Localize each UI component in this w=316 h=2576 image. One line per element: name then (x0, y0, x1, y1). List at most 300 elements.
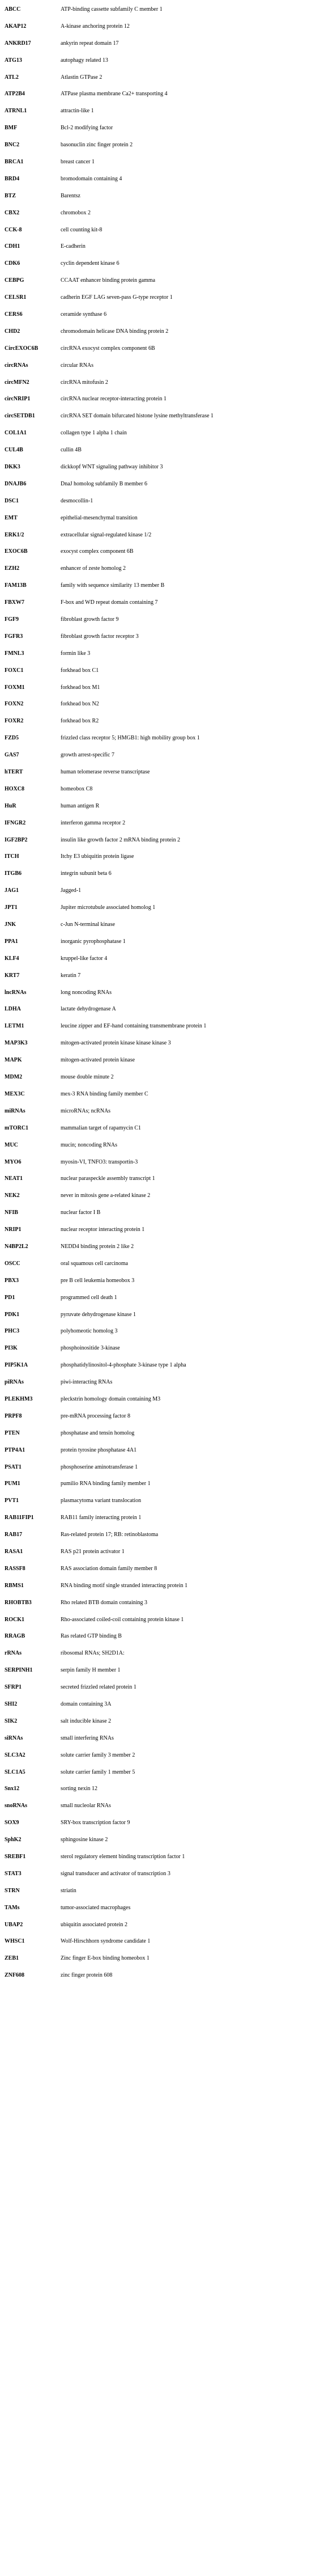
abbreviation-definition: mex-3 RNA binding family member C (61, 1090, 148, 1097)
abbreviation-definition: inorganic pyrophosphatase 1 (61, 938, 126, 945)
abbreviation-term: FGF9 (5, 616, 19, 623)
table-row (0, 628, 316, 645)
abbreviation-term: ERK1/2 (5, 531, 24, 538)
table-row (0, 747, 316, 764)
abbreviation-definition: cullin 4B (61, 447, 82, 454)
abbreviation-term: EXOC6B (5, 548, 28, 555)
abbreviation-definition: secreted frizzled related protein 1 (61, 1684, 136, 1691)
abbreviation-definition: DnaJ homolog subfamily B member 6 (61, 480, 148, 487)
abbreviation-definition: phosphatidylinositol-4-phosphate 3-kinase type 1 alpha (61, 1362, 186, 1369)
table-row (0, 357, 316, 374)
abbreviation-term: IFNGR2 (5, 819, 26, 826)
abbreviation-term: PI3K (5, 1345, 18, 1352)
table-row (0, 1340, 316, 1357)
abbreviation-definition: RAB11 family interacting protein 1 (61, 1515, 142, 1521)
abbreviation-term: ATP2B4 (5, 91, 25, 98)
table-row (0, 1272, 316, 1289)
abbreviation-definition: circRNA SET domain bifurcated histone lysine methyltransferase 1 (61, 413, 214, 420)
table-row (0, 391, 316, 408)
table-row (0, 1442, 316, 1459)
abbreviation-term: PSAT1 (5, 1463, 22, 1470)
abbreviation-term: ANKRD17 (5, 40, 31, 46)
table-row (0, 645, 316, 662)
abbreviation-term: STAT3 (5, 1870, 22, 1877)
abbreviation-definition: Jagged-1 (61, 887, 82, 894)
table-row (0, 1120, 316, 1137)
abbreviation-term: RAB11FIP1 (5, 1515, 34, 1521)
abbreviation-definition: extracellular signal-regulated kinase 1/2 (61, 531, 152, 538)
table-row (0, 52, 316, 69)
table-row (0, 1628, 316, 1646)
abbreviation-term: rRNAs (5, 1650, 22, 1657)
table-row (0, 1679, 316, 1696)
abbreviation-definition: nuclear factor I B (61, 1209, 101, 1216)
abbreviation-definition: zinc finger protein 608 (61, 1972, 113, 1979)
abbreviation-term: SOX9 (5, 1820, 19, 1826)
abbreviation-definition: pleckstrin homology domain containing M3 (61, 1395, 161, 1402)
table-row (0, 696, 316, 713)
abbreviation-definition: Atlastin GTPase 2 (61, 74, 103, 81)
table-row (0, 1594, 316, 1611)
table-row (0, 1, 316, 18)
table-row (0, 916, 316, 933)
table-row (0, 1509, 316, 1526)
table-row (0, 493, 316, 510)
table-row (0, 103, 316, 120)
table-row (0, 408, 316, 425)
abbreviation-term: CBX2 (5, 209, 20, 216)
abbreviation-term: FBXW7 (5, 599, 24, 606)
abbreviation-definition: circRNA exocyst complex component 6B (61, 345, 155, 352)
table-row (0, 679, 316, 696)
abbreviation-definition: small nucleolar RNAs (61, 1803, 111, 1809)
table-row (0, 984, 316, 1001)
abbreviation-term: SLC3A2 (5, 1752, 25, 1758)
abbreviation-term: BTZ (5, 192, 16, 199)
abbreviation-definition: pre-mRNA processing factor 8 (61, 1412, 131, 1419)
abbreviation-definition: F-box and WD repeat domain containing 7 (61, 599, 158, 606)
abbreviation-definition: breast cancer 1 (61, 158, 95, 165)
abbreviation-term: HOXC8 (5, 785, 24, 792)
abbreviation-definition: sphingosine kinase 2 (61, 1837, 108, 1843)
table-row (0, 764, 316, 781)
table-row (0, 1662, 316, 1679)
abbreviation-definition: solute carrier family 1 member 5 (61, 1769, 135, 1775)
table-row (0, 1543, 316, 1560)
abbreviation-term: snoRNAs (5, 1803, 28, 1809)
table-row (0, 1425, 316, 1442)
abbreviation-term: KLF4 (5, 955, 19, 962)
abbreviation-term: EMT (5, 514, 18, 521)
abbreviation-term: CEBPG (5, 277, 24, 284)
table-row (0, 1611, 316, 1628)
abbreviation-term: IGF2BP2 (5, 836, 28, 843)
abbreviation-term: RAB17 (5, 1532, 23, 1538)
abbreviation-term: JAG1 (5, 887, 19, 894)
abbreviation-term: FOXN2 (5, 701, 24, 708)
abbreviation-definition: collagen type 1 alpha 1 chain (61, 430, 127, 437)
abbreviation-definition: attractin-like 1 (61, 108, 94, 115)
table-row (0, 1696, 316, 1713)
abbreviation-definition: pyruvate dehydrogenase kinase 1 (61, 1311, 136, 1318)
abbreviation-definition: phosphoserine aminotransferase 1 (61, 1463, 138, 1470)
abbreviation-term: RRAGB (5, 1633, 25, 1640)
table-row (0, 1137, 316, 1154)
table-row (0, 188, 316, 205)
abbreviation-term: PTEN (5, 1429, 20, 1436)
table-row (0, 1560, 316, 1577)
abbreviation-definition: salt inducible kinase 2 (61, 1718, 112, 1724)
table-row (0, 1306, 316, 1323)
abbreviation-term: ITCH (5, 853, 19, 860)
table-row (0, 611, 316, 628)
abbreviation-definition: keratin 7 (61, 972, 81, 979)
table-row (0, 1577, 316, 1594)
table-row (0, 1730, 316, 1747)
abbreviation-definition: cadherin EGF LAG seven-pass G-type receptor 1 (61, 294, 173, 301)
abbreviation-definition: ATPase plasma membrane Ca2+ transporting 4 (61, 91, 168, 98)
table-row (0, 154, 316, 171)
abbreviation-definition: long noncoding RNAs (61, 989, 112, 996)
abbreviation-definition: human telomerase reverse transcriptase (61, 769, 150, 776)
table-row (0, 713, 316, 730)
abbreviation-definition: integrin subunit beta 6 (61, 870, 112, 877)
table-row (0, 1035, 316, 1052)
abbreviation-term: BNC2 (5, 142, 20, 149)
table-row (0, 1238, 316, 1255)
abbreviation-definition: Ras-related protein 17; RB: retinoblastoma (61, 1532, 159, 1538)
abbreviation-term: CELSR1 (5, 294, 27, 301)
table-row (0, 1917, 316, 1934)
abbreviation-definition: signal transducer and activator of transcription 3 (61, 1870, 170, 1877)
abbreviation-definition: ceramide synthase 6 (61, 311, 107, 318)
abbreviation-definition: Rho-associated coiled-coil containing protein kinase 1 (61, 1616, 184, 1623)
abbreviation-term: NRIP1 (5, 1226, 22, 1233)
abbreviation-definition: circRNA nuclear receptor-interacting protein 1 (61, 396, 166, 403)
abbreviation-term: JPT1 (5, 904, 18, 911)
table-row (0, 1001, 316, 1018)
abbreviation-term: WHSC1 (5, 1938, 25, 1945)
table-row (0, 137, 316, 154)
abbreviation-definition: pumilio RNA binding family member 1 (61, 1481, 151, 1487)
abbreviation-term: Snx12 (5, 1786, 20, 1792)
abbreviation-definition: chromobox 2 (61, 209, 91, 216)
abbreviation-term: RBMS1 (5, 1582, 24, 1589)
abbreviation-definition: nuclear receptor interacting protein 1 (61, 1226, 145, 1233)
abbreviation-definition: Barentsz (61, 192, 80, 199)
abbreviation-definition: forkhead box N2 (61, 701, 99, 708)
abbreviation-definition: never in mitosis gene a-related kinase 2 (61, 1192, 151, 1199)
abbreviation-definition: Bcl-2 modifying factor (61, 125, 113, 132)
table-row (0, 1814, 316, 1831)
abbreviation-term: SREBF1 (5, 1854, 26, 1860)
abbreviation-term: FOXC1 (5, 667, 24, 674)
table-row (0, 544, 316, 561)
abbreviation-definition: RNA binding motif single stranded interacting protein 1 (61, 1582, 188, 1589)
table-row (0, 1221, 316, 1238)
abbreviation-term: SHI2 (5, 1701, 18, 1707)
abbreviation-term: CDK6 (5, 260, 20, 267)
table-row (0, 849, 316, 866)
table-row (0, 933, 316, 950)
table-row (0, 832, 316, 849)
table-row (0, 1764, 316, 1781)
abbreviation-definition: mouse double minute 2 (61, 1074, 114, 1081)
abbreviation-term: FOXM1 (5, 684, 25, 691)
abbreviation-term: CCK-8 (5, 226, 22, 233)
table-row (0, 69, 316, 86)
abbreviation-term: UBAP2 (5, 1921, 23, 1928)
abbreviation-definition: piwi-interacting RNAs (61, 1379, 113, 1386)
table-row (0, 1187, 316, 1204)
abbreviation-term: ATRNL1 (5, 108, 27, 115)
abbreviation-definition: forkhead box R2 (61, 718, 99, 725)
table-row (0, 730, 316, 747)
table-row (0, 255, 316, 272)
abbreviation-definition: kruppel-like factor 4 (61, 955, 108, 962)
abbreviation-definition: Wolf-Hirschhorn syndrome candidate 1 (61, 1938, 151, 1945)
table-row (0, 527, 316, 544)
abbreviation-definition: nuclear paraspeckle assembly transcript 1 (61, 1175, 155, 1182)
table-row (0, 1883, 316, 1900)
abbreviation-definition: Jupiter microtubule associated homolog 1 (61, 904, 156, 911)
abbreviation-definition: Ras related GTP binding B (61, 1633, 122, 1640)
abbreviation-definition: oral squamous cell carcinoma (61, 1260, 129, 1267)
abbreviation-definition: lactate dehydrogenase A (61, 1006, 116, 1013)
abbreviation-term: RHOBTB3 (5, 1599, 32, 1606)
abbreviation-term: SIK2 (5, 1718, 18, 1724)
abbreviation-definition: ankyrin repeat domain 17 (61, 40, 119, 46)
table-row (0, 1492, 316, 1509)
abbreviation-term: MEX3C (5, 1090, 25, 1097)
abbreviation-term: hTERT (5, 769, 23, 776)
abbreviation-term: ITGB6 (5, 870, 22, 877)
table-row (0, 1645, 316, 1662)
abbreviation-definition: protein tyrosine phosphatase 4A1 (61, 1446, 137, 1453)
abbreviation-definition: forkhead box M1 (61, 684, 100, 691)
abbreviation-definition: pre B cell leukemia homeobox 3 (61, 1277, 135, 1284)
table-row (0, 1086, 316, 1103)
abbreviation-term: ROCK1 (5, 1616, 24, 1623)
abbreviation-definition: Itchy E3 ubiquitin protein ligase (61, 853, 134, 860)
abbreviation-definition: leucine zipper and EF-hand containing transmembrane protein 1 (61, 1023, 207, 1030)
abbreviation-definition: A-kinase anchoring protein 12 (61, 23, 130, 29)
abbreviation-definition: SRY-box transcription factor 9 (61, 1820, 130, 1826)
table-row (0, 323, 316, 340)
table-row (0, 1713, 316, 1730)
abbreviation-definition: mammalian target of rapamycin C1 (61, 1124, 141, 1131)
abbreviation-definition: ATP-binding cassette subfamily C member 1 (61, 6, 163, 12)
table-row (0, 1900, 316, 1917)
abbreviation-term: circMFN2 (5, 379, 29, 386)
table-row (0, 205, 316, 222)
table-row (0, 1950, 316, 1967)
abbreviation-definition: serpin family H member 1 (61, 1667, 121, 1674)
abbreviation-definition: cell counting kit-8 (61, 226, 103, 233)
table-row (0, 1781, 316, 1798)
table-row (0, 1408, 316, 1425)
table-row (0, 1831, 316, 1849)
abbreviation-term: MAPK (5, 1057, 22, 1064)
table-row (0, 272, 316, 289)
table-row (0, 967, 316, 984)
abbreviation-term: miRNAs (5, 1107, 25, 1114)
abbreviation-term: PVT1 (5, 1498, 19, 1504)
abbreviation-definition: sorting nexin 12 (61, 1786, 97, 1792)
abbreviation-definition: dickkopf WNT signaling pathway inhibitor 3 (61, 463, 163, 470)
abbreviation-term: EZH2 (5, 565, 20, 572)
abbreviation-definition: bromodomain containing 4 (61, 175, 122, 182)
table-row (0, 222, 316, 239)
abbreviation-definition: forkhead box C1 (61, 667, 99, 674)
abbreviation-definition: c-Jun N-terminal kinase (61, 921, 116, 928)
abbreviation-term: PDK1 (5, 1311, 20, 1318)
abbreviation-term: siRNAs (5, 1735, 23, 1741)
abbreviation-term: mTORC1 (5, 1124, 29, 1131)
abbreviation-definition: plasmacytoma variant translocation (61, 1498, 142, 1504)
abbreviation-term: OSCC (5, 1260, 20, 1267)
abbreviation-term: DSC1 (5, 497, 19, 504)
table-row (0, 781, 316, 798)
abbreviation-term: RASSF8 (5, 1565, 25, 1572)
table-row (0, 1526, 316, 1543)
abbreviation-definition: phosphoinositide 3-kinase (61, 1345, 120, 1352)
abbreviation-definition: NEDD4 binding protein 2 like 2 (61, 1243, 134, 1250)
abbreviation-term: LDHA (5, 1006, 21, 1013)
abbreviation-term: FGFR3 (5, 633, 23, 640)
abbreviation-term: SphK2 (5, 1837, 22, 1843)
abbreviation-term: BRD4 (5, 175, 20, 182)
abbreviation-definition: mitogen-activated protein kinase kinase kinase 3 (61, 1040, 171, 1047)
table-row (0, 662, 316, 679)
abbreviation-term: PD1 (5, 1294, 15, 1301)
abbreviation-definition: microRNAs; ncRNAs (61, 1107, 111, 1114)
abbreviation-term: MAP3K3 (5, 1040, 28, 1047)
abbreviation-term: ZNF608 (5, 1972, 24, 1979)
table-row (0, 1018, 316, 1035)
table-row (0, 1103, 316, 1120)
table-row (0, 594, 316, 611)
abbreviation-term: FMNL3 (5, 650, 24, 657)
abbreviation-term: MUC (5, 1141, 18, 1148)
table-row (0, 171, 316, 188)
table-row (0, 1357, 316, 1374)
abbreviation-term: SERPINH1 (5, 1667, 33, 1674)
table-row (0, 1475, 316, 1492)
table-row (0, 1391, 316, 1408)
table-row (0, 1374, 316, 1391)
abbreviation-term: PTP4A1 (5, 1446, 25, 1453)
abbreviation-definition: ubiquitin associated protein 2 (61, 1921, 128, 1928)
abbreviation-term: N4BP2L2 (5, 1243, 28, 1250)
abbreviation-definition: fibroblast growth factor 9 (61, 616, 119, 623)
abbreviation-definition: E-cadherin (61, 243, 86, 250)
abbreviation-term: MDM2 (5, 1074, 23, 1081)
abbreviation-definition: CCAAT enhancer binding protein gamma (61, 277, 156, 284)
table-row (0, 340, 316, 357)
abbreviation-term: STRN (5, 1887, 20, 1894)
abbreviation-definition: family with sequence similarity 13 member B (61, 582, 165, 589)
table-row (0, 950, 316, 967)
abbreviation-definition: RAS association domain family member 8 (61, 1565, 157, 1572)
abbreviation-term: circNRIP1 (5, 396, 31, 403)
table-row (0, 865, 316, 882)
abbreviation-term: ATG13 (5, 57, 22, 64)
abbreviation-definition: formin like 3 (61, 650, 91, 657)
abbreviation-term: PPA1 (5, 938, 18, 945)
abbreviation-definition: epithelial-mesenchymal transition (61, 514, 138, 521)
abbreviation-definition: programmed cell death 1 (61, 1294, 117, 1301)
table-row (0, 815, 316, 832)
abbreviation-term: LETM1 (5, 1023, 24, 1030)
abbreviation-definition: enhancer of zeste homolog 2 (61, 565, 126, 572)
table-row (0, 1934, 316, 1951)
abbreviation-term: AKAP12 (5, 23, 27, 29)
abbreviation-definition: RAS p21 protein activator 1 (61, 1548, 125, 1555)
table-row (0, 1866, 316, 1883)
abbreviation-definition: exocyst complex component 6B (61, 548, 134, 555)
abbreviation-definition: Zinc finger E-box binding homeobox 1 (61, 1955, 150, 1962)
abbreviation-term: GAS7 (5, 752, 19, 759)
table-row (0, 1967, 316, 1984)
table-row (0, 899, 316, 916)
abbreviation-term: PUM1 (5, 1481, 20, 1487)
abbreviation-definition: polyhomeotic homolog 3 (61, 1328, 118, 1335)
abbreviation-term: CircEXOC6B (5, 345, 39, 352)
abbreviation-term: circSETDB1 (5, 413, 35, 420)
abbreviation-term: PHC3 (5, 1328, 20, 1335)
abbreviation-term: KRT7 (5, 972, 20, 979)
abbreviation-term: piRNAs (5, 1379, 24, 1386)
table-row (0, 35, 316, 52)
table-row (0, 1323, 316, 1340)
abbreviation-definition: desmocollin-1 (61, 497, 93, 504)
abbreviation-term: PRPF8 (5, 1412, 22, 1419)
table-row (0, 442, 316, 459)
abbreviation-definition: interferon gamma receptor 2 (61, 819, 126, 826)
table-row (0, 425, 316, 442)
abbreviation-definition: small interfering RNAs (61, 1735, 114, 1741)
abbreviation-term: HuR (5, 802, 16, 809)
table-row (0, 289, 316, 306)
abbreviation-definition: chromodomain helicase DNA binding protein 2 (61, 328, 169, 335)
abbreviation-term: ZEB1 (5, 1955, 19, 1962)
abbreviation-term: ABCC (5, 6, 21, 12)
table-row (0, 120, 316, 137)
table-row (0, 238, 316, 255)
table-row (0, 374, 316, 391)
abbreviation-term: FAM13B (5, 582, 27, 589)
table-row (0, 1849, 316, 1866)
abbreviation-term: PIP5K1A (5, 1362, 28, 1369)
table-row (0, 1069, 316, 1086)
table-row (0, 86, 316, 103)
table-row (0, 1170, 316, 1187)
abbreviation-term: NFIB (5, 1209, 18, 1216)
abbreviation-definition: mucin; noncoding RNAs (61, 1141, 117, 1148)
table-row (0, 1459, 316, 1476)
abbreviation-definition: frizzled class receptor 5; HMGB1: high mobility group box 1 (61, 735, 200, 742)
abbreviation-definition: circRNA mitofusin 2 (61, 379, 108, 386)
abbreviation-term: FZD5 (5, 735, 19, 742)
abbreviation-definition: fibroblast growth factor receptor 3 (61, 633, 139, 640)
abbreviation-definition: phosphatase and tensin homolog (61, 1429, 135, 1436)
abbreviation-definition: solute carrier family 3 member 2 (61, 1752, 135, 1758)
table-row (0, 510, 316, 527)
abbreviation-definition: circular RNAs (61, 362, 94, 369)
abbreviation-term: CHD2 (5, 328, 20, 335)
abbreviation-definition: tumor-associated macrophages (61, 1904, 131, 1911)
